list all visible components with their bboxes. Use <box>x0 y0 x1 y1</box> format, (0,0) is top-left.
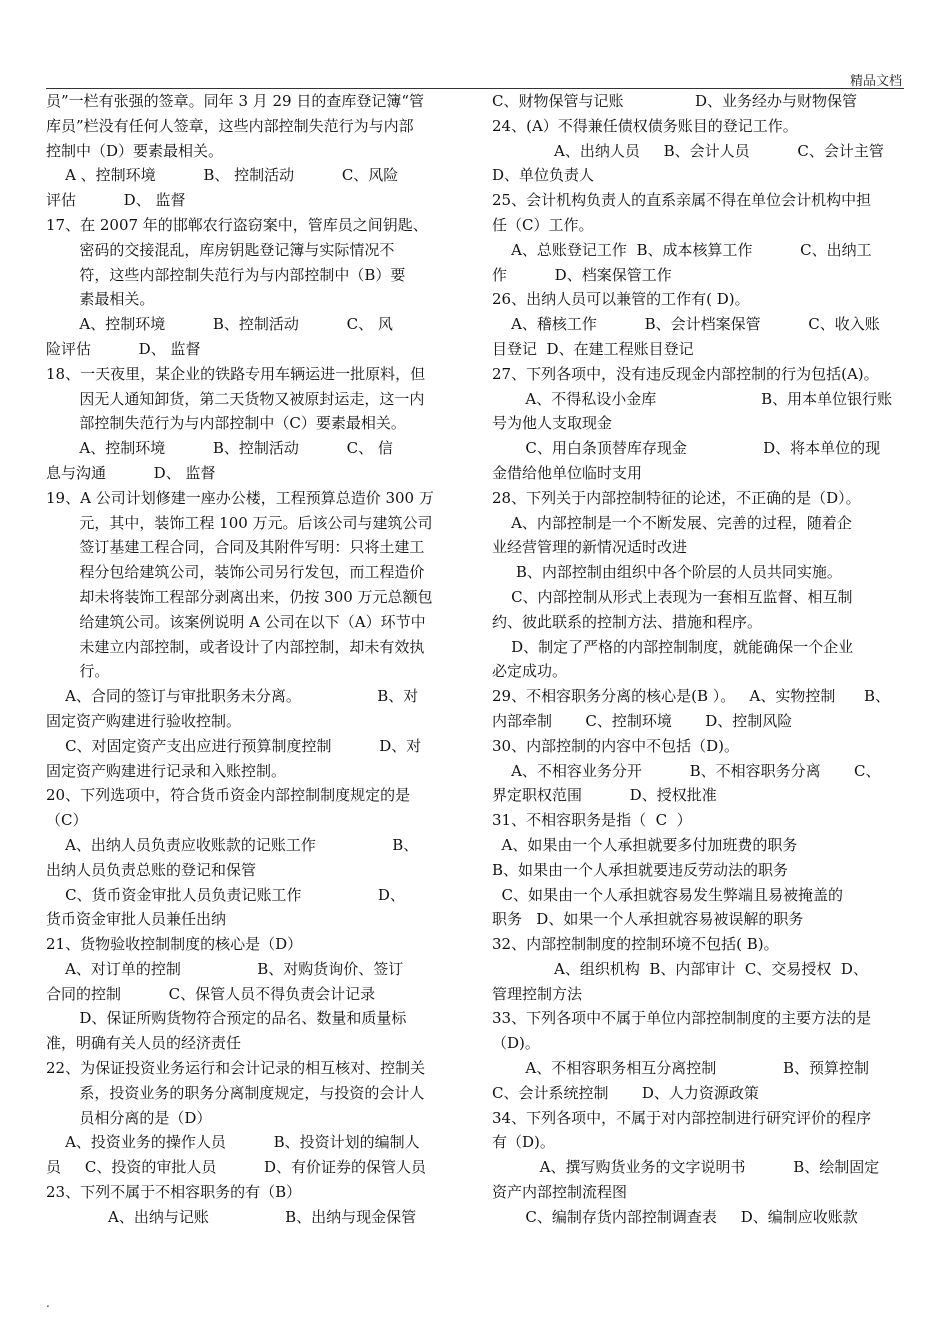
text-line: 目登记 D、在建工程账目登记 <box>492 339 694 358</box>
text-line: A、内部控制是一个不断发展、完善的过程，随着企 <box>492 513 852 532</box>
text-line: C、对固定资产支出应进行预算制度控制 D、对 <box>46 736 422 755</box>
text-line: 未建立内部控制，或者设计了内部控制，却未有效执 <box>46 637 425 656</box>
text-line: C、货币资金审批人员负责记账工作 D、 <box>46 885 405 904</box>
text-line: 33、下列各项中不属于单位内部控制制度的主要方法的是 <box>492 1009 872 1028</box>
text-line: 22、为保证投资业务运行和会计记录的相互核对、控制关 <box>46 1059 426 1078</box>
text-line: 合同的控制 C、保管人员不得负责会计记录 <box>46 984 376 1003</box>
text-line: 程分包给建筑公司，装饰公司另行发包，而工程造价 <box>46 563 425 582</box>
text-line: 因无人通知卸货，第二天货物又被原封运走，这一内 <box>46 389 425 408</box>
text-line: 24、(A）不得兼任债权债务账目的登记工作。 <box>492 116 798 135</box>
text-line: 必定成功。 <box>492 662 568 681</box>
text-line: A、不相容业务分开 B、不相容职务分离 C、 <box>492 761 881 780</box>
text-line: 固定资产购建进行记录和入账控制。 <box>46 761 287 780</box>
text-line: 号为他人支取现金 <box>492 414 613 433</box>
text-line: （D)。 <box>492 1034 540 1053</box>
text-line: C、如果由一个人承担就容易发生弊端且易被掩盖的 <box>492 885 844 904</box>
text-line: A、合同的签订与审批职务未分离。 B、对 <box>46 687 419 706</box>
text-line: 签订基建工程合同，合同及其附件写明：只将土建工 <box>46 538 425 557</box>
text-line: 员”一栏有张强的签章。同年 3 月 29 日的查库登记簿“管 <box>46 92 425 110</box>
text-line: 20、下列选项中，符合货币资金内部控制制度规定的是 <box>46 786 411 805</box>
text-line: A、对订单的控制 B、对购货询价、签订 <box>46 959 404 978</box>
text-line: 部控制失范行为与内部控制中（C）要素最相关。 <box>46 414 406 433</box>
text-line: 员相分离的是（D） <box>46 1108 212 1127</box>
text-line: A、稽核工作 B、会计档案保管 C、收入账 <box>492 315 880 334</box>
text-line: 34、下列各项中，不属于对内部控制进行研究评价的程序 <box>492 1108 872 1127</box>
text-line: 管理控制方法 <box>492 984 583 1003</box>
text-line: B、内部控制由组织中各个阶层的人员共同实施。 <box>492 563 842 582</box>
text-line: 密码的交接混乱，库房钥匙登记簿与实际情况不 <box>46 240 395 259</box>
text-line: 员 C、投资的审批人员 D、有价证券的保管人员 <box>46 1158 427 1177</box>
text-line: C、编制存货内部控制调查表 D、编制应收账款 <box>492 1207 858 1226</box>
text-line: 内部牵制 C、控制环境 D、控制风险 <box>492 711 793 730</box>
text-line: 给建筑公司。该案例说明 A 公司在以下（A）环节中 <box>46 612 426 631</box>
text-line: 31、不相容职务是指（ C ） <box>492 811 692 830</box>
text-line: 32、内部控制制度的控制环境不包括( B)。 <box>492 935 779 954</box>
text-line: 险评估 D、 监督 <box>46 339 201 358</box>
footer-mark: . <box>46 1296 50 1310</box>
text-line: 界定职权范围 D、授权批准 <box>492 786 717 805</box>
text-line: C、财物保管与记账 D、业务经办与财物保管 <box>492 92 858 110</box>
text-line: 货币资金审批人员兼任出纳 <box>46 910 227 929</box>
text-line: 25、会计机构负责人的直系亲属不得在单位会计机构中担 <box>492 191 872 210</box>
text-line: 评估 D、 监督 <box>46 191 186 210</box>
text-line: 约、彼此联系的控制方法、措施和程序。 <box>492 612 763 631</box>
text-line: B、如果由一个人承担就要违反劳动法的职务 <box>492 860 789 879</box>
text-line: 行。 <box>46 662 110 681</box>
text-line: 符，这些内部控制失范行为与内部控制中（B）要 <box>46 265 406 284</box>
text-line: （C） <box>46 811 88 830</box>
text-line: 出纳人员负责总账的登记和保管 <box>46 860 257 879</box>
text-line: 19、A 公司计划修建一座办公楼，工程预算总造价 300 万 <box>46 488 434 507</box>
page-header-label: 精品文档 <box>849 74 902 89</box>
text-line: A、不得私设小金库 B、用本单位银行账 <box>492 389 893 408</box>
text-line: A、总账登记工作 B、成本核算工作 C、出纳工 <box>492 240 872 259</box>
text-line: 任（C）工作。 <box>492 215 594 234</box>
text-line: 业经营管理的新情况适时改进 <box>492 538 688 557</box>
text-line: A、出纳人员 B、会计人员 C、会计主管 <box>492 141 884 160</box>
text-line: D、单位负责人 <box>492 166 595 185</box>
text-line: A、出纳与记账 B、出纳与现金保管 <box>46 1207 417 1226</box>
text-line: 元，其中，装饰工程 100 万元。后该公司与建筑公司 <box>46 513 433 532</box>
text-line: 27、下列各项中，没有违反现金内部控制的行为包括(A)。 <box>492 364 879 383</box>
text-line: 21、货物验收控制制度的核心是（D） <box>46 935 303 954</box>
text-line: A、出纳人员负责应收账款的记账工作 B、 <box>46 835 419 854</box>
text-line: 素最相关。 <box>46 290 155 309</box>
text-line: 28、下列关于内部控制特征的论述，不正确的是（D）。 <box>492 488 861 507</box>
text-line: 29、不相容职务分离的核心是(B ）。 A、实物控制 B、 <box>492 687 891 706</box>
text-line: D、保证所购货物符合预定的品名、数量和质量标 <box>46 1009 407 1028</box>
text-line: C、内部控制从形式上表现为一套相互监督、相互制 <box>492 587 853 606</box>
text-line: A、撰写购货业务的文字说明书 B、绘制固定 <box>492 1158 880 1177</box>
text-line: C、会计系统控制 D、人力资源政策 <box>492 1083 759 1102</box>
text-line: 23、下列不属于不相容职务的有（B） <box>46 1183 302 1202</box>
text-line: A、如果由一个人承担就要多付加班费的职务 <box>492 835 798 854</box>
text-line: 系，投资业务的职务分离制度规定，与投资的会计人 <box>46 1083 425 1102</box>
text-line: A、不相容职务相互分离控制 B、预算控制 <box>492 1059 869 1078</box>
text-line: A、投资业务的操作人员 B、投资计划的编制人 <box>46 1133 420 1152</box>
text-line: 金借给他单位临时支用 <box>492 463 643 482</box>
text-line: 17、在 2007 年的邯郸农行盗窃案中，管库员之间钥匙、 <box>46 215 428 234</box>
text-line: A、控制环境 B、控制活动 C、 信 <box>46 439 393 458</box>
text-line: 库员”栏没有任何人签章，这些内部控制失范行为与内部 <box>46 116 414 135</box>
text-line: 有（D)。 <box>492 1133 555 1152</box>
text-line: D、制定了严格的内部控制制度，就能确保一个企业 <box>492 637 854 656</box>
text-line: 作 D、档案保管工作 <box>492 265 672 284</box>
left-text-column <box>46 89 458 1230</box>
right-text-column <box>492 89 904 1230</box>
text-line: A、控制环境 B、控制活动 C、 风 <box>46 315 393 334</box>
text-line: 控制中（D）要素最相关。 <box>46 141 224 160</box>
text-line: 息与沟通 D、 监督 <box>46 463 216 482</box>
text-line: 职务 D、如果一个人承担就容易被误解的职务 <box>492 910 804 929</box>
text-line: 30、内部控制的内容中不包括（D)。 <box>492 736 739 755</box>
text-line: 却未将装饰工程部分剥离出来，仍按 300 万元总额包 <box>46 587 433 606</box>
text-line: 固定资产购建进行验收控制。 <box>46 711 242 730</box>
text-line: 18、一天夜里，某企业的铁路专用车辆运进一批原料，但 <box>46 364 426 383</box>
text-line: 准，明确有关人员的经济责任 <box>46 1034 242 1053</box>
text-line: C、用白条顶替库存现金 D、将本单位的现 <box>492 439 881 458</box>
text-line: 资产内部控制流程图 <box>492 1183 628 1202</box>
text-line: 26、出纳人员可以兼管的工作有( D)。 <box>492 290 750 309</box>
text-line: A、组织机构 B、内部审计 C、交易授权 D、 <box>492 959 868 978</box>
text-line: A 、控制环境 B、 控制活动 C、风险 <box>46 166 399 185</box>
